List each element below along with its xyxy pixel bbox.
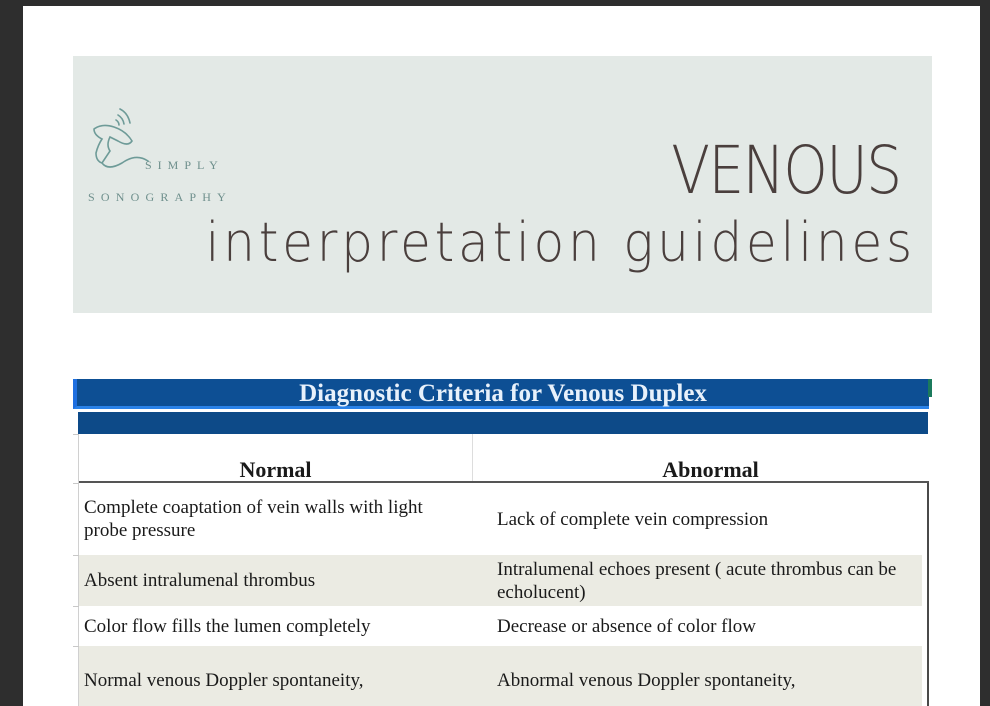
table-row <box>79 646 929 706</box>
cell-normal: Complete coaptation of vein walls with light probe pressure <box>84 497 423 541</box>
table-row <box>79 483 929 555</box>
cell-abnormal <box>473 646 929 706</box>
cell-normal: Absent intralumenal thrombus <box>79 555 473 606</box>
ultrasound-probe-icon <box>88 101 168 186</box>
document-page <box>23 6 980 706</box>
row-tick <box>73 606 79 607</box>
logo-text-sonography: SONOGRAPHY <box>88 190 233 204</box>
table-title-band <box>78 412 928 434</box>
document-title: VENOUS <box>670 132 900 209</box>
row-tick <box>73 483 79 484</box>
logo-text-simply: SIMPLY <box>145 158 224 172</box>
cell-normal: Color flow fills the lumen completely <box>84 615 371 637</box>
cell-normal: Normal venous Doppler spontaneity, <box>79 646 473 706</box>
cell-abnormal <box>473 555 929 606</box>
table-title-accent <box>928 379 932 397</box>
table-row <box>79 606 929 646</box>
document-subtitle: interpretation guidelines <box>205 211 916 274</box>
table-grid <box>78 434 929 706</box>
cell-abnormal-text: Abnormal venous Doppler spontaneity, <box>473 646 922 706</box>
cell-abnormal-text: Intralumenal echoes present ( acute thrombus can be echolucent) <box>473 555 922 606</box>
table-header-row <box>79 434 929 483</box>
table-title: Diagnostic Criteria for Venous Duplex <box>73 379 929 409</box>
cell-abnormal: Lack of complete vein compression <box>473 483 929 555</box>
row-tick <box>73 434 79 435</box>
column-header-abnormal: Abnormal <box>662 457 759 482</box>
table-row <box>79 555 929 606</box>
simply-sonography-logo <box>88 101 258 221</box>
header-banner <box>73 56 932 313</box>
row-tick <box>73 646 79 647</box>
column-header-normal: Normal <box>79 434 473 481</box>
row-tick <box>73 555 79 556</box>
cell-abnormal: Decrease or absence of color flow <box>473 606 929 646</box>
